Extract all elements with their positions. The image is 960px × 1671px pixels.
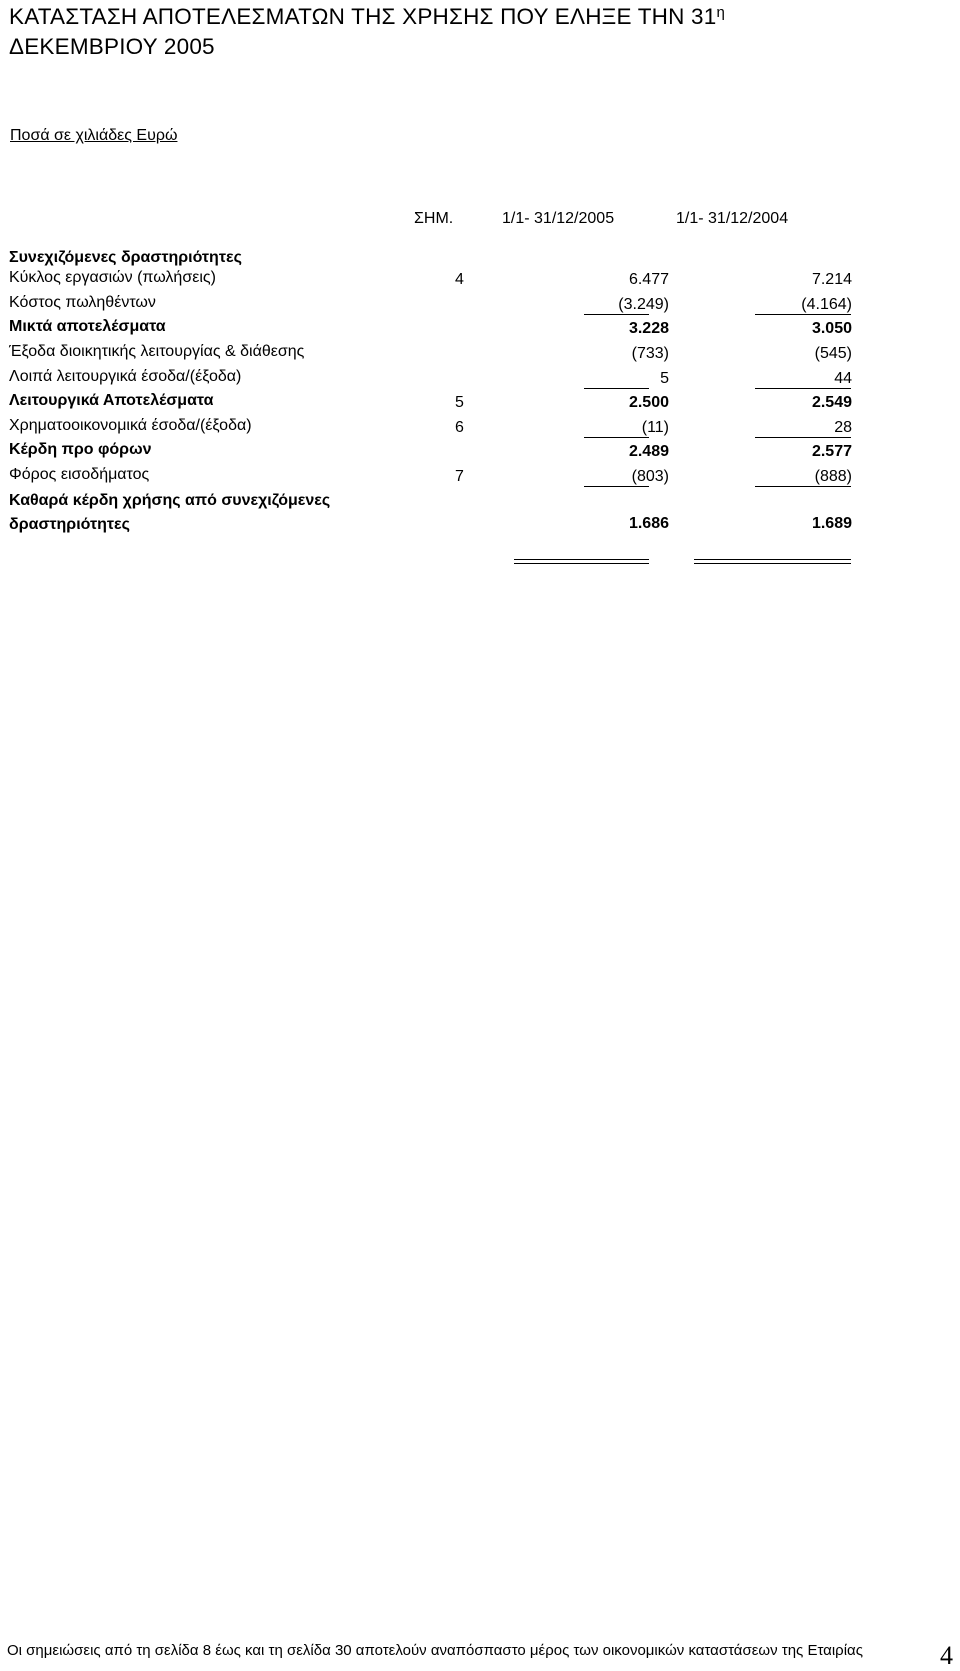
row-value-2005: (733) xyxy=(631,345,669,362)
period-2004-column-header: 1/1- 31/12/2004 xyxy=(676,210,789,227)
row-value-2005: 2.489 xyxy=(628,443,669,460)
total-double-rule-2004-top xyxy=(694,559,851,560)
subtotal-rule-2005 xyxy=(584,388,649,389)
table-row-profit-before-tax xyxy=(0,441,960,467)
row-value-2005: 2.500 xyxy=(628,394,669,411)
row-label: Χρηματοοικονομικά έσοδα/(έξοδα) xyxy=(9,417,252,434)
row-value-2005: (803) xyxy=(631,468,669,485)
subtotal-rule-2005 xyxy=(584,437,649,438)
table-row-net-profit xyxy=(0,489,960,541)
row-value-2004: 7.214 xyxy=(811,271,852,288)
table-row-other-operating-income xyxy=(0,368,960,394)
table-row-financial-income xyxy=(0,417,960,443)
row-note: 5 xyxy=(455,394,464,411)
row-value-2004: 1.689 xyxy=(811,515,852,532)
note-column-header: ΣΗΜ. xyxy=(414,210,454,227)
table-row-gross-profit xyxy=(0,318,960,344)
row-label: Κέρδη προ φόρων xyxy=(9,441,152,458)
row-note: 6 xyxy=(455,419,464,436)
row-label: Κύκλος εργασιών (πωλήσεις) xyxy=(9,269,216,286)
table-row-operating-result xyxy=(0,392,960,418)
row-note: 4 xyxy=(455,271,464,288)
row-value-2005: 3.228 xyxy=(628,320,669,337)
row-label: Μικτά αποτελέσματα xyxy=(9,318,166,335)
title-line-2: ΔΕΚΕΜΒΡΙΟΥ 2005 xyxy=(9,34,215,59)
statement-title xyxy=(9,2,949,62)
section-heading: Συνεχιζόμενες δραστηριότητες xyxy=(9,249,242,266)
subtotal-rule-2004 xyxy=(755,437,851,438)
subtotal-rule-2004 xyxy=(755,314,851,315)
row-label: Έξοδα διοικητικής λειτουργίας & διάθεσης xyxy=(9,343,305,360)
subtotal-rule-2005 xyxy=(584,314,649,315)
row-note: 7 xyxy=(455,468,464,485)
row-value-2004: 2.549 xyxy=(811,394,852,411)
units-note: Ποσά σε χιλιάδες Ευρώ xyxy=(10,127,178,144)
row-value-2005: (3.249) xyxy=(618,296,669,313)
footer-note: Οι σημειώσεις από τη σελίδα 8 έως και τη σελίδα 30 αποτελούν αναπόσπαστο μέρος των οικονομικών καταστάσεων της Εταιρίας xyxy=(7,1642,863,1659)
row-label: Καθαρά κέρδη χρήσης από συνεχιζόμενες δραστηριότητες xyxy=(9,492,331,533)
page-number: 4 xyxy=(940,1641,953,1670)
row-value-2005: (11) xyxy=(641,419,669,436)
period-2005-column-header: 1/1- 31/12/2005 xyxy=(502,210,615,227)
total-double-rule-2005-top xyxy=(514,559,649,560)
total-double-rule-2004-bottom xyxy=(694,563,851,564)
row-value-2004: 28 xyxy=(834,419,852,436)
row-value-2004: (545) xyxy=(814,345,852,362)
row-value-2004: (4.164) xyxy=(801,296,852,313)
subtotal-rule-2004 xyxy=(755,388,851,389)
title-line-1: ΚΑΤΑΣΤΑΣΗ ΑΠΟΤΕΛΕΣΜΑΤΩΝ ΤΗΣ ΧΡΗΣΗΣ ΠΟΥ ΕΛΗΞΕ ΤΗΝ 31 xyxy=(9,4,717,29)
row-value-2004: 2.577 xyxy=(811,443,852,460)
row-value-2004: 3.050 xyxy=(811,320,852,337)
title-superscript: η xyxy=(716,4,726,21)
subtotal-rule-2004 xyxy=(755,486,851,487)
subtotal-rule-2005 xyxy=(584,486,649,487)
row-label: Φόρος εισοδήματος xyxy=(9,466,150,483)
row-value-2004: (888) xyxy=(814,468,852,485)
row-value-2005: 1.686 xyxy=(628,515,669,532)
row-label: Λειτουργικά Αποτελέσματα xyxy=(9,392,214,409)
total-double-rule-2005-bottom xyxy=(514,563,649,564)
table-row-revenue xyxy=(0,269,960,295)
table-row-admin-selling-expenses xyxy=(0,343,960,369)
row-label: Λοιπά λειτουργικά έσοδα/(έξοδα) xyxy=(9,368,242,385)
row-value-2005: 6.477 xyxy=(628,271,669,288)
row-value-2004: 44 xyxy=(834,370,852,387)
row-label: Κόστος πωληθέντων xyxy=(9,294,156,311)
row-value-2005: 5 xyxy=(660,370,669,387)
table-row-cost-of-sales xyxy=(0,294,960,320)
